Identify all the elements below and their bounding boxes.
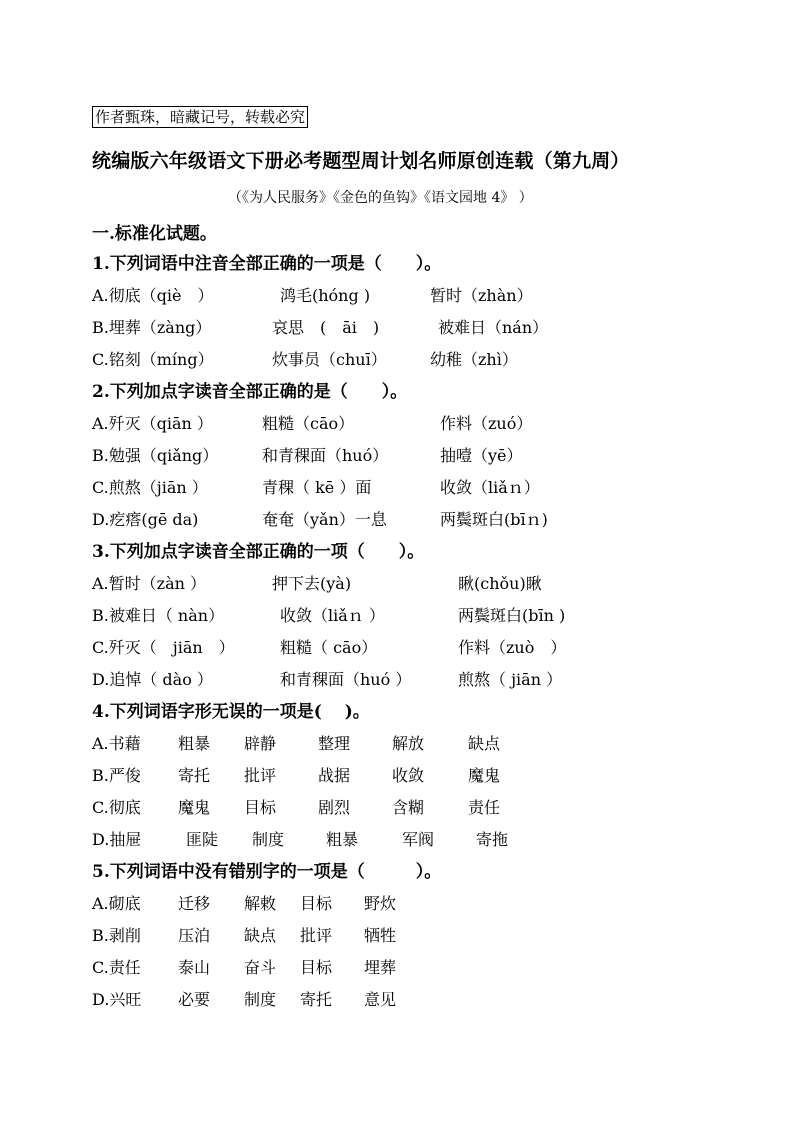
option-item: 埋葬 xyxy=(364,958,397,977)
option-item: 辟静 xyxy=(244,734,277,753)
option-item: 幼稚（zhì） xyxy=(430,350,518,369)
section-title: 一.标准化试题。 xyxy=(92,224,217,244)
option-item: 意见 xyxy=(364,990,397,1009)
option-item: 牺牲 xyxy=(364,926,397,945)
option-item: 制度 xyxy=(244,990,277,1009)
option-item: 两鬓斑白(bīｎ) xyxy=(440,510,548,529)
option-item: B.勉强（qiǎng） xyxy=(92,446,219,465)
question-3-stem: 3.下列加点字读音全部正确的一项（ ）。 xyxy=(92,542,425,562)
option-item: 野炊 xyxy=(364,894,397,913)
option-item: 解敕 xyxy=(244,894,277,913)
copyright-notice: 作者甄珠，暗藏记号，转载必究 xyxy=(92,106,308,128)
option-item: 奋斗 xyxy=(244,958,277,977)
option-item: 被难日（nán） xyxy=(438,318,549,337)
option-item: 战据 xyxy=(318,766,351,785)
option-item: 必要 xyxy=(178,990,211,1009)
option-item: B.被难日（ nàn） xyxy=(92,606,225,625)
option-item: 瞅(chǒu)瞅 xyxy=(458,574,542,593)
question-2-stem: 2.下列加点字读音全部正确的是（ ）。 xyxy=(92,382,408,402)
option-item: 魔鬼 xyxy=(178,798,211,817)
option-item: B.埋葬（zàng） xyxy=(92,318,212,337)
question-1-stem: 1.下列词语中注音全部正确的一项是（ ）。 xyxy=(92,254,442,274)
option-item: D.兴旺 xyxy=(92,990,142,1009)
option-item: 鸿毛(hóng ) xyxy=(280,286,371,305)
option-item: C.煎熬（jiān ） xyxy=(92,478,208,497)
option-item: 魔鬼 xyxy=(468,766,501,785)
option-item: 和青稞面（huó ） xyxy=(280,670,412,689)
option-item: 收敛（liǎｎ ） xyxy=(280,606,385,625)
option-item: 压泊 xyxy=(178,926,211,945)
option-item: 剧烈 xyxy=(318,798,351,817)
option-item: 缺点 xyxy=(244,926,277,945)
document-subtitle: （《为人民服务》《金色的鱼钩》《语文园地 4》 ） xyxy=(228,190,533,206)
option-item: 煎熬（ jiān ） xyxy=(458,670,563,689)
option-item: 批评 xyxy=(300,926,333,945)
option-item: 奄奄（yǎn）一息 xyxy=(262,510,387,529)
option-item: C.责任 xyxy=(92,958,141,977)
option-item: A.书藉 xyxy=(92,734,141,753)
option-item: 青稞（ kē ）面 xyxy=(262,478,372,497)
option-item: 制度 xyxy=(252,830,285,849)
option-item: A.彻底（qiè ） xyxy=(92,286,214,305)
question-4-stem: 4.下列词语字形无误的一项是( )。 xyxy=(92,702,370,722)
option-item: 哀思 ( āi ) xyxy=(272,318,380,337)
option-item: 抽噎（yē） xyxy=(440,446,523,465)
option-item: 解放 xyxy=(392,734,425,753)
option-item: 寄拖 xyxy=(476,830,509,849)
option-item: C.铭刻（míng） xyxy=(92,350,214,369)
option-item: 两鬓斑白(bīn ) xyxy=(458,606,566,625)
option-item: 泰山 xyxy=(178,958,211,977)
option-item: 收敛（liǎｎ） xyxy=(440,478,540,497)
option-item: A.暂时（zàn ） xyxy=(92,574,207,593)
option-item: A.歼灭（qiān ） xyxy=(92,414,213,433)
option-item: 军阀 xyxy=(402,830,435,849)
option-item: 批评 xyxy=(244,766,277,785)
option-item: 作料（zuó） xyxy=(440,414,533,433)
option-item: 粗暴 xyxy=(326,830,359,849)
option-item: 作料（zuò ） xyxy=(458,638,567,657)
option-item: 粗暴 xyxy=(178,734,211,753)
option-item: 匪陡 xyxy=(186,830,219,849)
option-item: 寄托 xyxy=(178,766,211,785)
option-item: D.疙瘩(gē da) xyxy=(92,510,199,529)
option-item: B.严俊 xyxy=(92,766,141,785)
option-item: 和青稞面（huó） xyxy=(262,446,389,465)
question-5-stem: 5.下列词语中没有错别字的一项是（ ）。 xyxy=(92,862,442,882)
option-item: 含糊 xyxy=(392,798,425,817)
option-item: 粗糙（ cāo） xyxy=(280,638,378,657)
option-item: 押下去(yà) xyxy=(272,574,352,593)
option-item: B.剥削 xyxy=(92,926,141,945)
option-item: 整理 xyxy=(318,734,351,753)
option-item: 炊事员（chuī） xyxy=(272,350,387,369)
option-item: D.抽屉 xyxy=(92,830,142,849)
option-item: 粗糙（cāo） xyxy=(262,414,355,433)
option-item: 责任 xyxy=(468,798,501,817)
option-item: 目标 xyxy=(300,894,333,913)
option-item: 迁移 xyxy=(178,894,211,913)
option-item: 目标 xyxy=(300,958,333,977)
option-item: C.歼灭（ jiān ） xyxy=(92,638,235,657)
option-item: 收敛 xyxy=(392,766,425,785)
option-item: 暂时（zhàn） xyxy=(430,286,533,305)
option-item: D.追悼（ dào ） xyxy=(92,670,213,689)
option-item: 缺点 xyxy=(468,734,501,753)
option-item: A.砌底 xyxy=(92,894,141,913)
option-item: 目标 xyxy=(244,798,277,817)
document-title: 统编版六年级语文下册必考题型周计划名师原创连载（第九周） xyxy=(92,150,630,172)
option-item: 寄托 xyxy=(300,990,333,1009)
option-item: C.彻底 xyxy=(92,798,141,817)
